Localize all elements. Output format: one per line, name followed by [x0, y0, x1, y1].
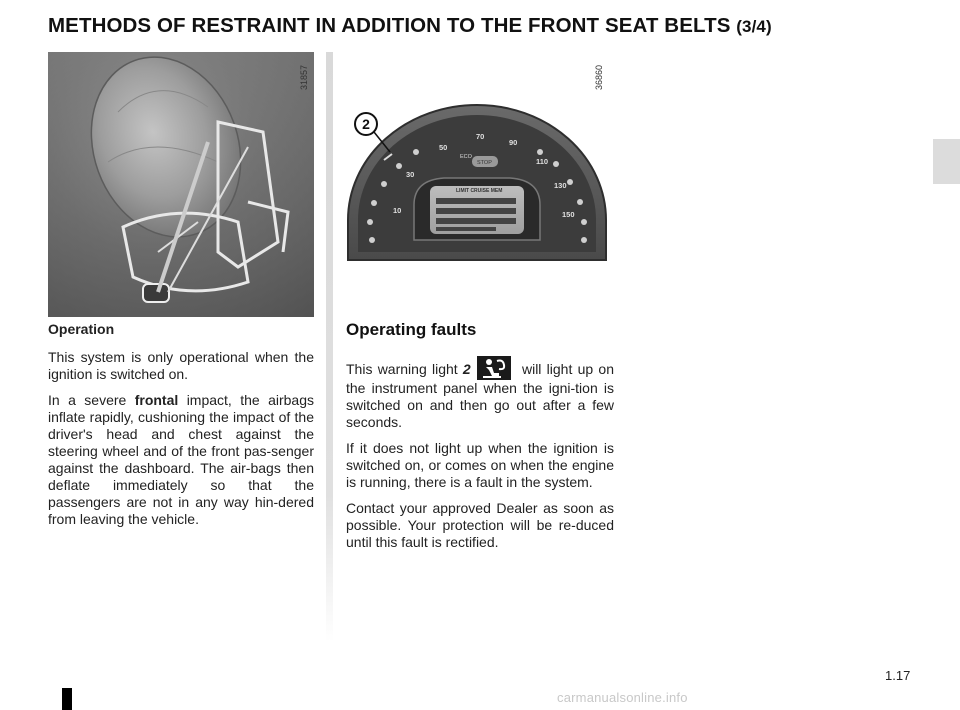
impact-paragraph — [48, 392, 314, 528]
page-part-indicator: (3/4) — [736, 17, 772, 36]
column-divider — [326, 52, 333, 642]
speed-label: 90 — [509, 138, 518, 147]
display-header: LIMIT CRUISE MEM — [456, 188, 503, 194]
impact-text: impact, the airbags inflate rapidly, cushioning the impact of the driver's head and chest against the steering wheel and of the front pas-senger against the dashboard. The air-bags then deflate immediately so that the passengers are not in any way hin-dered from leaving the vehicle. — [48, 392, 315, 527]
corner-mark — [62, 688, 72, 710]
page-number: 1.17 — [885, 668, 911, 683]
speed-label: 50 — [439, 143, 448, 152]
airbag-warning-light-icon — [477, 356, 511, 380]
operation-subheading: Operation — [48, 321, 115, 337]
page-title — [48, 14, 772, 38]
right-column — [346, 356, 614, 560]
speed-label: 30 — [406, 170, 415, 179]
operating-faults-heading: Operating faults — [346, 320, 477, 339]
figure-reference-left: 31857 — [299, 64, 309, 90]
airbag-illustration — [48, 52, 314, 317]
title-text: METHODS OF RESTRAINT IN ADDITION TO THE FRONT SEAT BELTS — [48, 14, 731, 37]
operation-paragraph: This system is only operational when the ignition is switched on. — [48, 349, 314, 382]
speed-label: 10 — [393, 206, 402, 215]
instrument-cluster-illustration — [344, 100, 610, 268]
speed-label: 130 — [554, 181, 567, 190]
left-column — [48, 321, 314, 537]
speed-label: 70 — [476, 132, 485, 141]
dealer-paragraph: Contact your approved Dealer as soon as possible. Your protection will be re-duced until this fault is rectified. — [346, 500, 614, 550]
warning-light-paragraph — [346, 356, 614, 431]
speed-label: 110 — [536, 157, 549, 166]
speed-label: 150 — [562, 210, 575, 219]
fault-paragraph: If it does not light up when the ignition is switched on, or comes on when the engine is running, there is a fault in the system. — [346, 440, 614, 490]
section-tab-marker — [933, 139, 960, 184]
watermark: carmanualsonline.info — [557, 690, 688, 705]
impact-text: In a severe — [48, 392, 135, 408]
stop-label: STOP — [477, 160, 492, 166]
callout-number: 2 — [362, 116, 370, 132]
emphasis-frontal: frontal — [134, 392, 179, 408]
warning-light-ref: 2 — [462, 361, 471, 377]
warning-text: will light up on the instrument panel when the igni-tion is switched on and then go out after a few seconds. — [346, 361, 615, 430]
warning-text: This warning light — [346, 361, 463, 377]
eco-label: ECO — [460, 154, 472, 160]
figure-reference-right: 36860 — [594, 64, 604, 90]
